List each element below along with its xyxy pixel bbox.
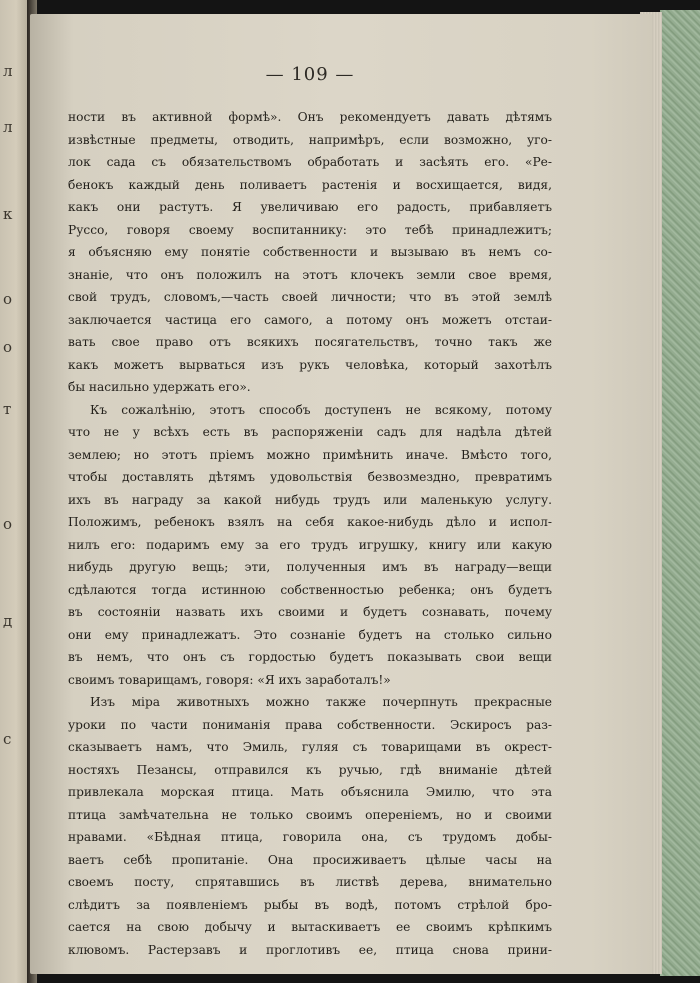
paragraph xyxy=(68,106,552,399)
text-line: сается на свою добычу и вытаскиваетъ ее своимъ крѣпкимъ xyxy=(68,920,552,934)
text-line: клювомъ. Растерзавъ и проглотивъ ее, птица снова прини- xyxy=(68,942,552,957)
text-line: Къ сожалѣнію, этотъ способъ доступенъ не всякому, потому xyxy=(90,402,552,417)
text-line: Руссо, говоря своему воспитаннику: это тебѣ принадлежитъ; xyxy=(68,222,552,237)
text-line: они ему принадлежатъ. Это сознаніе будетъ на столько сильно xyxy=(68,627,552,642)
margin-char: с xyxy=(3,730,12,748)
paragraph xyxy=(68,399,552,692)
text-line: Положимъ, ребенокъ взялъ на себя какое-нибудь дѣло и испол- xyxy=(68,515,552,529)
text-line: въ состояніи назвать ихъ своими и будетъ сознавать, почему xyxy=(68,605,552,619)
text-line: землею; но этотъ пріемъ можно примѣнить иначе. Вмѣсто того, xyxy=(68,447,552,462)
text-line: бенокъ каждый день поливаетъ растенія и восхищается, видя, xyxy=(68,177,552,192)
margin-char: о xyxy=(3,338,13,356)
margin-char: к xyxy=(3,205,13,223)
text-line: чтобы доставлять дѣтямъ удовольствія безвозмездно, превратимъ xyxy=(68,470,552,484)
margin-char: д xyxy=(3,612,13,630)
margin-char: л xyxy=(3,118,13,136)
margin-char: о xyxy=(3,515,13,533)
text-line: бы насильно удержать его». xyxy=(68,380,251,394)
text-line: ваетъ себѣ пропитаніе. Она просиживаетъ цѣлые часы на xyxy=(68,852,552,867)
book-page xyxy=(30,14,652,974)
text-line: уроки по части пониманія права собственности. Эскиросъ раз- xyxy=(68,717,552,732)
text-line: вать свое право отъ всякихъ посягательствъ, точно такъ же xyxy=(68,335,552,349)
text-line: нибудь другую вещь; эти, полученныя имъ въ награду—вещи xyxy=(68,560,552,574)
text-line: извѣстные предметы, отводить, напримѣръ, если возможно, уго- xyxy=(68,132,552,147)
text-line: своимъ товарищамъ, говоря: «Я ихъ заработалъ!» xyxy=(68,672,391,687)
text-line: нравами. «Бѣдная птица, говорила она, съ трудомъ добы- xyxy=(68,830,552,844)
text-line: сказываетъ намъ, что Эмиль, гуляя съ товарищами въ окрест- xyxy=(68,740,552,754)
page-number: — 109 — xyxy=(265,64,355,85)
text-line: птица замѣчательна не только своимъ опереніемъ, но и своими xyxy=(68,807,552,822)
green-cloth-cover xyxy=(660,10,700,976)
text-line: ихъ въ награду за какой нибудь трудъ или маленькую услугу. xyxy=(68,492,552,507)
text-line: знаніе, что онъ положилъ на этотъ клочекъ земли свое время, xyxy=(68,267,552,282)
text-line: что не у всѣхъ есть въ распоряженіи садъ для надѣла дѣтей xyxy=(68,425,552,439)
text-line: я объясняю ему понятіе собственности и вызываю въ немъ со- xyxy=(68,245,552,259)
text-line: Изъ міра животныхъ можно также почерпнуть прекрасные xyxy=(90,695,552,709)
text-line: какъ они растутъ. Я увеличиваю его радость, прибавляетъ xyxy=(68,200,552,214)
text-line: въ немъ, что онъ съ гордостью будетъ показывать свои вещи xyxy=(68,650,552,664)
margin-char: т xyxy=(3,400,12,418)
text-line: нилъ его: подаримъ ему за его трудъ игрушку, книгу или какую xyxy=(68,537,552,552)
text-line: привлекала морская птица. Мать объяснила Эмилю, что эта xyxy=(68,785,552,799)
text-line: слѣдитъ за появленіемъ рыбы въ водѣ, потомъ стрѣлой бро- xyxy=(68,897,552,912)
body-text xyxy=(68,106,552,961)
text-line: лок сада съ обязательствомъ обработать и засѣять его. «Ре- xyxy=(68,155,552,169)
left-page-edge xyxy=(0,0,27,983)
text-line: заключается частица его самого, а потому онъ можетъ отстаи- xyxy=(68,312,552,327)
text-line: ности въ активной формѣ». Онъ рекомендуетъ давать дѣтямъ xyxy=(68,110,552,124)
text-line: своемъ посту, спрятавшись въ листвѣ дерева, внимательно xyxy=(68,875,552,889)
text-line: ностяхъ Пезансы, отправился къ ручью, гдѣ вниманіе дѣтей xyxy=(68,762,552,777)
text-line: какъ можетъ вырваться изъ рукъ человѣка, который захотѣлъ xyxy=(68,357,552,372)
text-line: сдѣлаются тогда истинною собственностью ребенка; онъ будетъ xyxy=(68,582,552,597)
margin-char: л xyxy=(3,62,13,80)
margin-char: о xyxy=(3,290,13,308)
paragraph xyxy=(68,691,552,961)
text-line: свой трудъ, словомъ,—часть своей личности; что въ этой землѣ xyxy=(68,290,552,304)
